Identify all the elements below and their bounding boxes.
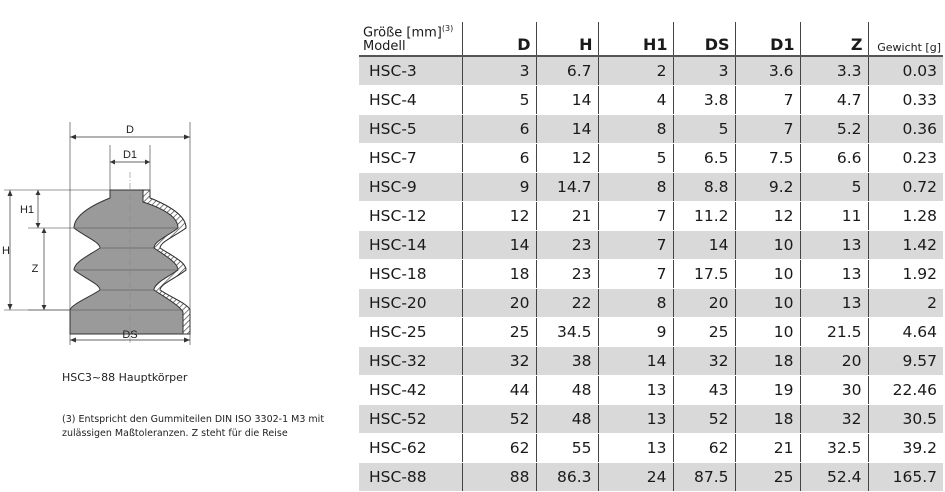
footnote-ref: (3) bbox=[441, 24, 454, 33]
cell-d: 20 bbox=[462, 289, 536, 318]
dim-label-d: D bbox=[126, 124, 134, 136]
cell-z: 11 bbox=[800, 202, 868, 231]
cell-model: HSC-9 bbox=[359, 173, 462, 202]
cell-d1: 18 bbox=[735, 347, 800, 376]
cell-model: HSC-3 bbox=[359, 56, 462, 86]
cell-model: HSC-88 bbox=[359, 463, 462, 492]
cell-weight: 165.7 bbox=[868, 463, 943, 492]
header-col-weight: Gewicht [g] bbox=[868, 22, 943, 56]
cell-model: HSC-4 bbox=[359, 86, 462, 115]
cell-ds: 25 bbox=[673, 318, 735, 347]
cell-ds: 3 bbox=[673, 56, 735, 86]
cell-d: 52 bbox=[462, 405, 536, 434]
cell-z: 21.5 bbox=[800, 318, 868, 347]
cell-z: 4.7 bbox=[800, 86, 868, 115]
cell-d: 6 bbox=[462, 144, 536, 173]
table-row bbox=[359, 173, 943, 202]
cell-z: 6.6 bbox=[800, 144, 868, 173]
cell-d: 5 bbox=[462, 86, 536, 115]
cell-ds: 43 bbox=[673, 376, 735, 405]
cell-h1: 9 bbox=[598, 318, 673, 347]
header-col-ds: DS bbox=[673, 22, 735, 56]
cell-model: HSC-32 bbox=[359, 347, 462, 376]
table-row bbox=[359, 86, 943, 115]
cell-z: 13 bbox=[800, 260, 868, 289]
cell-model: HSC-12 bbox=[359, 202, 462, 231]
cell-z: 5 bbox=[800, 173, 868, 202]
cell-h: 38 bbox=[536, 347, 598, 376]
cell-d: 6 bbox=[462, 115, 536, 144]
cell-d1: 10 bbox=[735, 260, 800, 289]
cell-weight: 0.36 bbox=[868, 115, 943, 144]
header-model-label: Modell bbox=[363, 39, 406, 55]
table-row bbox=[359, 115, 943, 144]
cell-ds: 52 bbox=[673, 405, 735, 434]
cell-weight: 22.46 bbox=[868, 376, 943, 405]
cell-weight: 0.33 bbox=[868, 86, 943, 115]
cell-d: 18 bbox=[462, 260, 536, 289]
cell-weight: 0.23 bbox=[868, 144, 943, 173]
cell-ds: 62 bbox=[673, 434, 735, 463]
header-size-model bbox=[359, 22, 462, 56]
drawing-caption: HSC3~88 Hauptkörper bbox=[62, 371, 188, 384]
cell-h1: 4 bbox=[598, 86, 673, 115]
cell-z: 3.3 bbox=[800, 56, 868, 86]
cell-z: 13 bbox=[800, 289, 868, 318]
cell-h1: 13 bbox=[598, 434, 673, 463]
cell-ds: 14 bbox=[673, 231, 735, 260]
dim-label-z: Z bbox=[31, 263, 39, 275]
cell-d1: 10 bbox=[735, 318, 800, 347]
cell-model: HSC-14 bbox=[359, 231, 462, 260]
cell-h: 14.7 bbox=[536, 173, 598, 202]
header-size-label: Größe [mm] bbox=[363, 25, 442, 41]
cell-weight: 39.2 bbox=[868, 434, 943, 463]
cell-h1: 8 bbox=[598, 173, 673, 202]
cell-d: 14 bbox=[462, 231, 536, 260]
cell-ds: 5 bbox=[673, 115, 735, 144]
cell-z: 52.4 bbox=[800, 463, 868, 492]
cell-d: 62 bbox=[462, 434, 536, 463]
cell-d1: 7.5 bbox=[735, 144, 800, 173]
table-row bbox=[359, 144, 943, 173]
table-header-row bbox=[359, 22, 943, 56]
cell-z: 32.5 bbox=[800, 434, 868, 463]
cell-model: HSC-42 bbox=[359, 376, 462, 405]
cell-d: 44 bbox=[462, 376, 536, 405]
cell-h: 23 bbox=[536, 260, 598, 289]
table-row bbox=[359, 347, 943, 376]
cell-z: 20 bbox=[800, 347, 868, 376]
cell-weight: 1.28 bbox=[868, 202, 943, 231]
cell-z: 32 bbox=[800, 405, 868, 434]
cell-weight: 1.92 bbox=[868, 260, 943, 289]
cell-d: 9 bbox=[462, 173, 536, 202]
cell-weight: 0.03 bbox=[868, 56, 943, 86]
cell-h1: 13 bbox=[598, 405, 673, 434]
cell-model: HSC-18 bbox=[359, 260, 462, 289]
table-row bbox=[359, 463, 943, 492]
header-col-d1: D1 bbox=[735, 22, 800, 56]
header-col-h1: H1 bbox=[598, 22, 673, 56]
cell-weight: 0.72 bbox=[868, 173, 943, 202]
cell-ds: 87.5 bbox=[673, 463, 735, 492]
cell-h: 14 bbox=[536, 86, 598, 115]
table-row bbox=[359, 434, 943, 463]
cell-d: 12 bbox=[462, 202, 536, 231]
cell-h: 21 bbox=[536, 202, 598, 231]
cell-ds: 17.5 bbox=[673, 260, 735, 289]
cell-model: HSC-7 bbox=[359, 144, 462, 173]
spec-table bbox=[359, 22, 943, 492]
cell-h: 34.5 bbox=[536, 318, 598, 347]
cell-h: 55 bbox=[536, 434, 598, 463]
cell-d1: 3.6 bbox=[735, 56, 800, 86]
cell-ds: 32 bbox=[673, 347, 735, 376]
cell-h: 86.3 bbox=[536, 463, 598, 492]
cell-d1: 10 bbox=[735, 289, 800, 318]
cell-h: 14 bbox=[536, 115, 598, 144]
cell-h1: 7 bbox=[598, 202, 673, 231]
header-col-d: D bbox=[462, 22, 536, 56]
cell-h: 6.7 bbox=[536, 56, 598, 86]
cell-z: 13 bbox=[800, 231, 868, 260]
table-row bbox=[359, 202, 943, 231]
cell-d: 32 bbox=[462, 347, 536, 376]
cell-z: 5.2 bbox=[800, 115, 868, 144]
cell-d: 3 bbox=[462, 56, 536, 86]
cell-h1: 2 bbox=[598, 56, 673, 86]
footnote: (3) Entspricht den Gummiteilen DIN ISO 3302-1 M3 mit zulässigen Maßtoleranzen. Z steht für die Reise bbox=[62, 414, 325, 439]
cell-model: HSC-20 bbox=[359, 289, 462, 318]
cell-ds: 8.8 bbox=[673, 173, 735, 202]
cell-h1: 24 bbox=[598, 463, 673, 492]
cell-model: HSC-52 bbox=[359, 405, 462, 434]
cell-d1: 7 bbox=[735, 115, 800, 144]
cell-d1: 18 bbox=[735, 405, 800, 434]
cell-d1: 9.2 bbox=[735, 173, 800, 202]
table-row bbox=[359, 289, 943, 318]
table-row bbox=[359, 260, 943, 289]
cell-z: 30 bbox=[800, 376, 868, 405]
cell-weight: 2 bbox=[868, 289, 943, 318]
table-body bbox=[359, 56, 943, 492]
table-row bbox=[359, 231, 943, 260]
cell-weight: 30.5 bbox=[868, 405, 943, 434]
dim-label-d1: D1 bbox=[122, 149, 138, 161]
table-row bbox=[359, 318, 943, 347]
cell-h: 23 bbox=[536, 231, 598, 260]
cell-model: HSC-5 bbox=[359, 115, 462, 144]
table-row bbox=[359, 405, 943, 434]
cell-weight: 4.64 bbox=[868, 318, 943, 347]
cell-h1: 7 bbox=[598, 231, 673, 260]
cell-d1: 19 bbox=[735, 376, 800, 405]
cell-h: 48 bbox=[536, 405, 598, 434]
header-col-h: H bbox=[536, 22, 598, 56]
cell-ds: 20 bbox=[673, 289, 735, 318]
cell-h1: 5 bbox=[598, 144, 673, 173]
cell-d1: 12 bbox=[735, 202, 800, 231]
cell-weight: 1.42 bbox=[868, 231, 943, 260]
cell-d: 25 bbox=[462, 318, 536, 347]
cell-d: 88 bbox=[462, 463, 536, 492]
table-row bbox=[359, 376, 943, 405]
cell-h1: 8 bbox=[598, 115, 673, 144]
cell-ds: 3.8 bbox=[673, 86, 735, 115]
dim-label-ds: DS bbox=[122, 329, 138, 341]
cell-h: 48 bbox=[536, 376, 598, 405]
cell-h1: 8 bbox=[598, 289, 673, 318]
cell-weight: 9.57 bbox=[868, 347, 943, 376]
cell-h1: 7 bbox=[598, 260, 673, 289]
cell-d1: 10 bbox=[735, 231, 800, 260]
bellows-dimension-drawing bbox=[0, 110, 210, 355]
cell-ds: 11.2 bbox=[673, 202, 735, 231]
cell-h: 12 bbox=[536, 144, 598, 173]
cell-model: HSC-25 bbox=[359, 318, 462, 347]
cell-d1: 21 bbox=[735, 434, 800, 463]
dim-label-h: H bbox=[2, 245, 10, 257]
cell-h1: 14 bbox=[598, 347, 673, 376]
dim-label-h1: H1 bbox=[19, 204, 35, 216]
table-row bbox=[359, 56, 943, 86]
cell-h1: 13 bbox=[598, 376, 673, 405]
cell-h: 22 bbox=[536, 289, 598, 318]
cell-model: HSC-62 bbox=[359, 434, 462, 463]
cell-ds: 6.5 bbox=[673, 144, 735, 173]
header-col-z: Z bbox=[800, 22, 868, 56]
cell-d1: 25 bbox=[735, 463, 800, 492]
cell-d1: 7 bbox=[735, 86, 800, 115]
